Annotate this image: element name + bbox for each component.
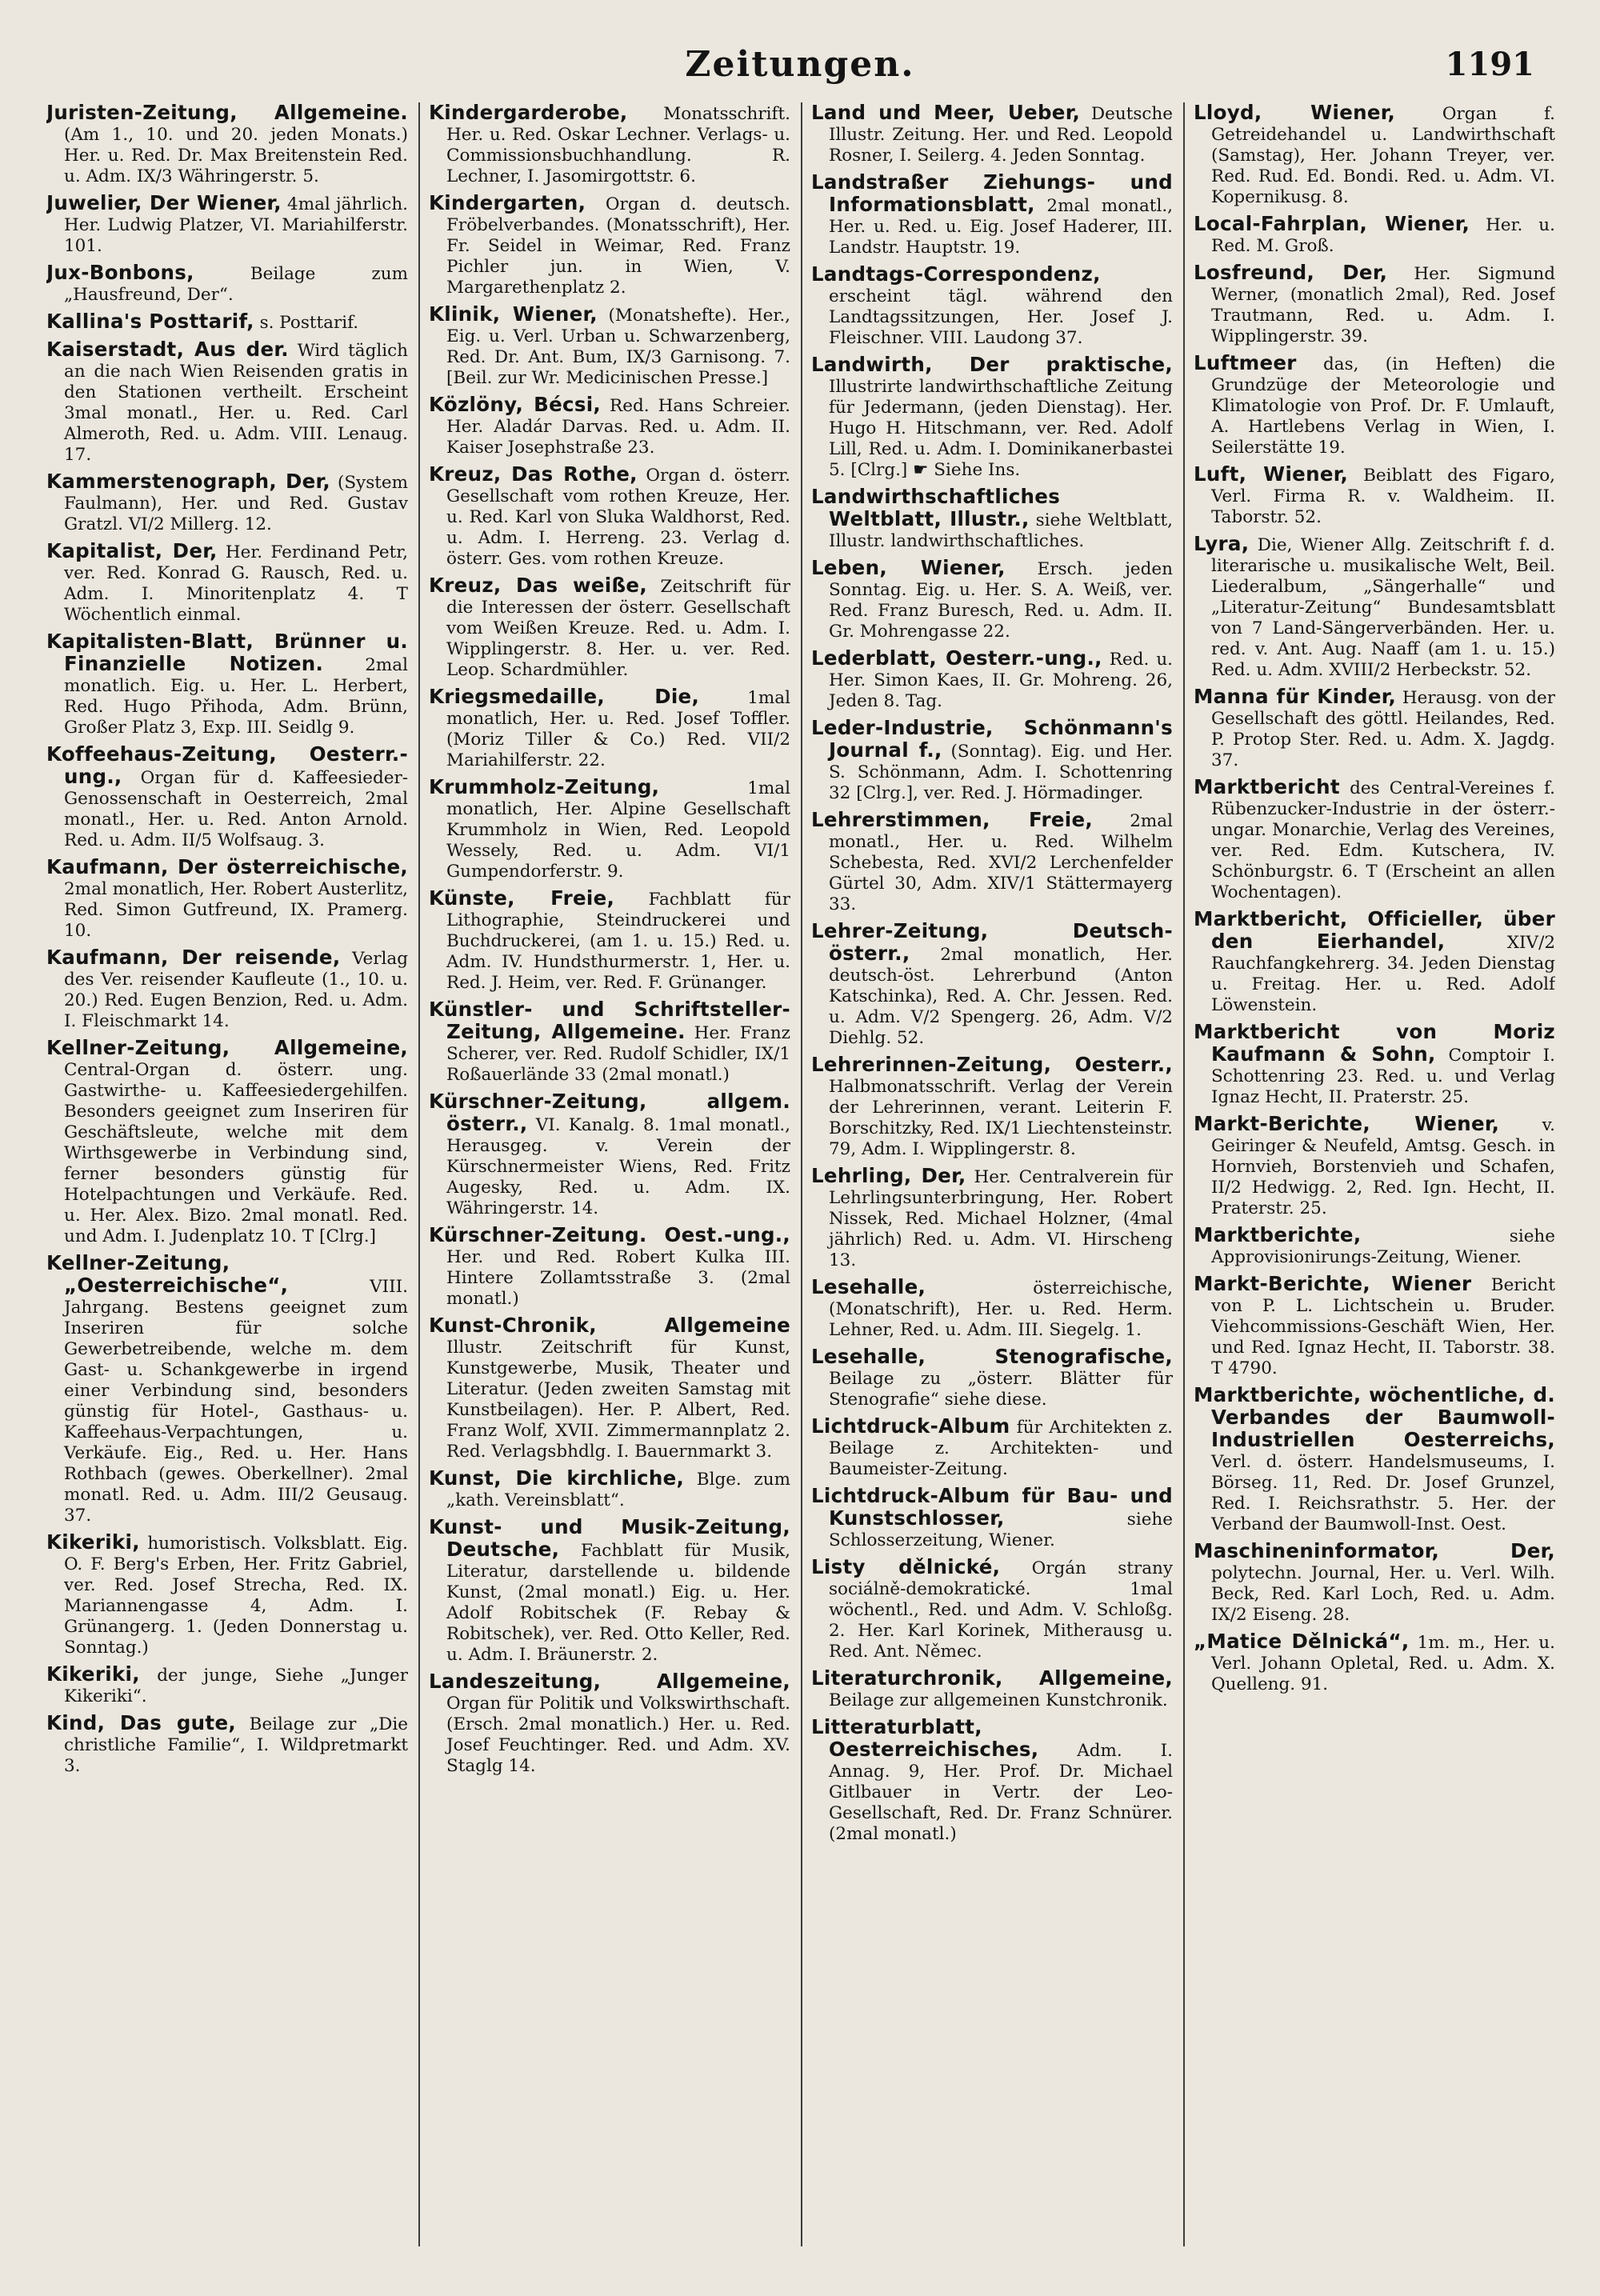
entry-title: Landwirth, Der praktische,	[811, 353, 1173, 376]
entry-title: Landstraßer Ziehungs- und Informationsblatt,	[811, 170, 1173, 216]
entry-title: Kind, Das gute,	[46, 1711, 236, 1734]
directory-entry	[811, 1277, 1173, 1341]
directory-entry	[429, 304, 790, 389]
directory-entry	[811, 648, 1173, 712]
entry-title: Lloyd, Wiener,	[1194, 102, 1396, 124]
entry-title: Marktberichte, wöchentliche, d. Verbandes der Baumwoll-Industriellen Oesterreichs,	[1194, 1383, 1555, 1451]
column-3	[811, 102, 1173, 2270]
directory-entry	[429, 464, 790, 570]
entry-text: Her. Franz Scherer, ver. Red. Rudolf Schidler, IX/1 Roßauerlände 33 (2mal monatl.)	[446, 1023, 790, 1085]
column-divider	[1183, 102, 1185, 2246]
entry-title: Marktbericht, Officieller, über den Eierhandel,	[1194, 907, 1555, 953]
directory-entry	[46, 1664, 408, 1707]
entry-text: der junge, Siehe „Junger Kikeriki“.	[64, 1666, 408, 1706]
entry-text: polytechn. Journal, Her. u. Verl. Wilh. Beck, Red. Karl Loch, Red. u. Adm. IX/2 Eiseng. 28.	[1211, 1563, 1555, 1625]
entry-title: Landeszeitung, Allgemeine,	[429, 1670, 790, 1693]
entry-title: Lyra,	[1194, 532, 1250, 555]
entry-title: Kindergarten,	[429, 191, 586, 214]
entry-text: Organ d. österr. Gesellschaft vom rothen Kreuze, Her. u. Red. Karl von Sluka Waldhorst, Red. u. Adm. I. Herreng. 23. Verlag d. österr. Ges. vom rothen Kreuze.	[446, 466, 790, 569]
entry-text: Orgán strany sociálně-demokratické. 1mal wöchentl., Red. und Adm. V. Schloßg. 2. Her. Karl Korinek, Mitherausg u. Red. Ant. Němec.	[829, 1558, 1173, 1662]
entry-title: Lehrerstimmen, Freie,	[811, 808, 1093, 831]
directory-entry	[429, 888, 790, 994]
entry-title: Kindergarderobe,	[429, 102, 628, 124]
directory-entry	[429, 102, 790, 187]
entry-text: für Architekten z. Beilage z. Architekten- und Baumeister-Zeitung.	[829, 1418, 1173, 1479]
entry-text: Verlag des Ver. reisender Kaufleute (1., 10. u. 20.) Red. Eugen Benzion, Red. u. Adm. I. Fleischmarkt 14.	[64, 949, 408, 1031]
entry-text: Her. Sigmund Werner, (monatlich 2mal), Red. Josef Trautmann, Red. u. Adm. I. Wipplingerstr. 39.	[1211, 264, 1555, 346]
entry-title: Maschineninformator, Der,	[1194, 1539, 1555, 1562]
entry-title: Lehrling, Der,	[811, 1164, 966, 1187]
directory-entry	[46, 1253, 408, 1526]
directory-entry	[1194, 777, 1555, 903]
entry-title: Kaufmann, Der österreichische,	[46, 855, 408, 878]
entry-text: VIII. Jahrgang. Bestens geeignet zum Inseriren für solche Gewerbetreibende, welche m. dem Gast- u. Schankgewerbe in irgend einer Verbindung sind, besonders günstig für Hotel-, Gasthaus- u. Kaffeehaus-Verpachtungen, u. Verkäufe. Eig., Red. u. Her. Hans Rothbach (gewes. Oberkellner). 2mal monatl. Red. u. Adm. III/2 Geusaug. 37.	[64, 1277, 408, 1526]
entry-text: Comptoir I. Schottenring 23. Red. u. und Verlag Ignaz Hecht, II. Praterstr. 25.	[1211, 1046, 1555, 1107]
entry-text: Herausg. von der Gesellschaft des göttl. Heilandes, Red. P. Protop Ster. Red. u. Adm. X. Jagdg. 37.	[1211, 688, 1555, 770]
page-number: 1191	[1445, 46, 1534, 83]
entry-title: Manna für Kinder,	[1194, 685, 1397, 708]
entry-text: Her. Centralverein für Lehrlingsunterbringung, Her. Robert Nissek, Red. Michael Holzner, (4mal jährlich) Red. u. Adm. VI. Hirscheng 13.	[829, 1167, 1173, 1270]
entry-text: Zeitschrift für die Interessen der österr. Gesellschaft vom Weißen Kreuze. Red. u. Adm. I. Wipplingerstr. 8. Her. u. ver. Red. Leop. Schardmühler.	[446, 577, 790, 680]
directory-entry	[46, 631, 408, 738]
entry-text: Illustrirte landwirthschaftliche Zeitung für Jedermann, (jeden Dienstag). Her. Hugo H. Hitschmann, ver. Red. Adolf Lill, Red. u. Adm. I. Dominikanerbastei 5. [Clrg.] ☛ Siehe Ins.	[829, 377, 1173, 480]
entry-title: Kreuz, Das weiße,	[429, 574, 647, 597]
entry-title: Marktbericht von Moriz Kaufmann & Sohn,	[1194, 1020, 1555, 1066]
directory-entry	[811, 1346, 1173, 1410]
directory-entry	[429, 575, 790, 681]
entry-title: Künste, Freie,	[429, 886, 615, 910]
entry-text: Organ f. Getreidehandel u. Landwirthschaft (Samstag), Her. Johann Treyer, ver. Red. Rud. Ed. Bondi. Red. u. Adm. VI. Kopernikusg. 8.	[1211, 104, 1555, 207]
column-divider	[801, 102, 802, 2246]
entry-title: Lesehalle,	[811, 1275, 926, 1298]
entry-title: Kallina's Posttarif,	[46, 310, 254, 333]
entry-text: VI. Kanalg. 8. 1mal monatl., Herausgeg. v. Verein der Kürschnermeister Wiens, Red. Fritz Augesky, Red. u. Adm. IX. Währingerstr. 14.	[446, 1115, 790, 1218]
entry-title: Local-Fahrplan, Wiener,	[1194, 212, 1470, 235]
column-1	[46, 102, 408, 2270]
entry-title: Kikeriki,	[46, 1530, 140, 1554]
entry-title: Kürschner-Zeitung, allgem. österr.,	[429, 1090, 790, 1135]
entry-title: Kellner-Zeitung, Allgemeine,	[46, 1036, 408, 1059]
entry-text: Fachblatt für Lithographie, Steindruckerei und Buchdruckerei, (am 1. u. 15.) Red. u. Adm. IV. Hundsthurmerstr. 1, Her. u. Red. J. Heim, ver. Red. F. Grünanger.	[446, 890, 790, 993]
entry-title: Markt-Berichte, Wiener	[1194, 1272, 1472, 1295]
directory-entry	[46, 857, 408, 942]
entry-title: Leben, Wiener,	[811, 556, 1006, 579]
directory-entry	[811, 1486, 1173, 1551]
entry-text: Her. u. Red. M. Groß.	[1211, 215, 1555, 256]
entry-title: Kammerstenograph, Der,	[46, 470, 330, 493]
directory-entry	[1194, 1541, 1555, 1626]
entry-text: Beilage zum „Hausfreund, Der“.	[64, 264, 408, 305]
running-head	[0, 44, 1600, 108]
directory-entry	[46, 193, 408, 257]
directory-entry	[1194, 1114, 1555, 1219]
entry-title: Kellner-Zeitung, „Oesterreichische“,	[46, 1251, 289, 1297]
entry-title: Lichtdruck-Album für Bau- und Kunstschlosser,	[811, 1484, 1173, 1530]
entry-title: Kaiserstadt, Aus der.	[46, 338, 289, 361]
entry-title: Kikeriki,	[46, 1662, 140, 1686]
directory-entry	[1194, 1274, 1555, 1379]
directory-entry	[811, 1054, 1173, 1160]
entry-text: XIV/2 Rauchfangkehrerg. 34. Jeden Dienstag u. Freitag. Her. u. Red. Adolf Löwenstein.	[1211, 933, 1555, 1015]
entry-title: Landwirthschaftliches Weltblatt, Illustr.,	[811, 485, 1061, 530]
entry-text: Red. u. Her. Simon Kaes, II. Gr. Mohreng. 26, Jeden 8. Tag.	[829, 650, 1173, 711]
entry-text: 2mal monatlich, Her. deutsch-öst. Lehrerbund (Anton Katschinka), Red. A. Chr. Jessen. Red. u. Adm. V/2 Spengerg. 26, Adm. V/2 Diehlg. 52.	[829, 945, 1173, 1048]
directory-entry	[46, 1532, 408, 1658]
entry-text: Her. und Red. Robert Kulka III. Hintere Zollamtsstraße 3. (2mal monatl.)	[446, 1247, 790, 1309]
entry-title: Kreuz, Das Rothe,	[429, 462, 638, 486]
entry-text: Fachblatt für Musik, Literatur, darstellende u. bildende Kunst, (2mal monatl.) Eig. u. Her. Adolf Robitschek (F. Rebay & Robitschek), ver. Red. Otto Keller, Red. u. Adm. I. Bräunerstr. 2.	[446, 1541, 790, 1665]
entry-title: Literaturchronik, Allgemeine,	[811, 1666, 1173, 1690]
directory-entry	[811, 1668, 1173, 1711]
directory-entry	[811, 102, 1173, 166]
directory-entry	[811, 1717, 1173, 1845]
directory-entry	[46, 1038, 408, 1247]
entry-title: Litteraturblatt, Oesterreichisches,	[811, 1715, 1039, 1761]
entry-text: Beilage zur „Die christliche Familie“, I. Wildpretmarkt 3.	[64, 1714, 408, 1776]
entry-text: (Monatshefte). Her., Eig. u. Verl. Urban u. Schwarzenberg, Red. Dr. Ant. Bum, IX/3 Garnisong. 7. [Beil. zur Wr. Medicinischen Presse.]	[446, 306, 790, 388]
entry-title: Künstler- und Schriftsteller-Zeitung, Allgemeine.	[429, 998, 790, 1043]
directory-entry	[46, 541, 408, 626]
entry-title: Közlöny, Bécsi,	[429, 393, 602, 416]
directory-entry	[1194, 1385, 1555, 1535]
entry-text: 1mal monatlich, Her. Alpine Gesellschaft Krummholz in Wien, Red. Leopold Wessely, Red. u. Adm. VI/1 Gumpendorferstr. 9.	[446, 778, 790, 882]
entry-title: „Matice Dělnická“,	[1194, 1630, 1410, 1653]
entry-text: 1m. m., Her. u. Verl. Johann Opletal, Red. u. Adm. X. Quelleng. 91.	[1211, 1633, 1555, 1694]
column-4	[1194, 102, 1555, 2270]
entry-text: siehe Weltblatt, Illustr. landwirthschaftliches.	[829, 510, 1173, 551]
directory-entry	[1194, 464, 1555, 528]
entry-text: humoristisch. Volksblatt. Eig. O. F. Berg's Erben, Her. Fritz Gabriel, ver. Red. Josef Strecha, Red. IX. Mariannengasse 4, Adm. I. Grünangerg. 1. (Jeden Donnerstag u. Sonntag.)	[64, 1534, 408, 1658]
directory-entry	[1194, 353, 1555, 458]
entry-title: Listy dělnické,	[811, 1555, 1001, 1578]
entry-title: Lichtdruck-Album	[811, 1414, 1010, 1438]
entry-text: 4mal jährlich. Her. Ludwig Platzer, VI. Mariahilferstr. 101.	[64, 194, 408, 256]
directory-entry	[811, 1416, 1173, 1480]
directory-entry	[429, 999, 790, 1086]
directory-entry	[811, 810, 1173, 915]
entry-title: Luftmeer	[1194, 351, 1297, 374]
entry-text: Beilage zur allgemeinen Kunstchronik.	[829, 1690, 1168, 1710]
entry-title: Lehrer-Zeitung, Deutsch-österr.,	[811, 919, 1173, 965]
column-2	[429, 102, 790, 2270]
entry-text: Organ für Politik und Volkswirthschaft. (Ersch. 2mal monatlich.) Her. u. Red. Josef Feuchtinger. Red. und Adm. XV. Staglg 14.	[446, 1694, 790, 1776]
directory-entry	[811, 264, 1173, 349]
entry-text: 1mal monatlich, Her. u. Red. Josef Toffler. (Moriz Tiller & Co.) Red. VII/2 Mariahilferstr. 22.	[446, 688, 790, 770]
entry-text: siehe Schlosserzeitung, Wiener.	[829, 1510, 1173, 1550]
directory-entry	[1194, 1631, 1555, 1695]
directory-entry	[46, 947, 408, 1032]
directory-entry	[46, 102, 408, 187]
columns	[46, 102, 1555, 2270]
entry-text: Her. Ferdinand Petr, ver. Red. Konrad G. Rausch, Red. u. Adm. I. Minoritenplatz 4. T Wöchentlich einmal.	[64, 542, 408, 625]
entry-title: Koffeehaus-Zeitung, Oesterr.-ung.,	[46, 742, 408, 788]
entry-text: Verl. d. österr. Handelsmuseums, I. Börseg. 11, Red. Dr. Josef Grunzel, Red. I. Reichsrathstr. 5. Her. der Verband der Baumwoll-Inst. Oest.	[1211, 1452, 1555, 1534]
directory-entry	[429, 777, 790, 882]
directory-entry	[1194, 102, 1555, 208]
directory-entry	[46, 744, 408, 851]
entry-title: Land und Meer, Ueber,	[811, 102, 1081, 124]
entry-title: Marktbericht	[1194, 775, 1340, 798]
entry-title: Kaufmann, Der reisende,	[46, 946, 341, 969]
page-title: Zeitungen.	[685, 44, 915, 85]
entry-text: Monatsschrift. Her. u. Red. Oskar Lechner. Verlags- u. Commissionsbuchhandlung. R. Lechner, I. Jasomirgottstr. 6.	[446, 104, 790, 186]
entry-text: Die, Wiener Allg. Zeitschrift f. d. literarische u. musikalische Welt, Beil. Liederalbum, „Sängerhalle“ und „Literatur-Zeitung“ Bundesamtsblatt von 7 Land-Sängerverbänden. Her. u. red. v. Ant. Aug. Naaff (am 1. u. 15.) Red. u. Adm. XVIII/2 Herbeckstr. 52.	[1211, 535, 1555, 680]
entry-text: österreichische, (Monatschrift), Her. u. Red. Herm. Lehner, Red. u. Adm. III. Siegelg. 1.	[829, 1278, 1173, 1340]
entry-text: 2mal monatlich, Her. Robert Austerlitz, Red. Simon Gutfreund, IX. Pramerg. 10.	[64, 879, 408, 941]
directory-entry	[429, 1225, 790, 1310]
directory-entry	[429, 394, 790, 458]
entry-text: (System Faulmann), Her. und Red. Gustav Gratzl. VI/2 Millerg. 12.	[64, 473, 408, 534]
directory-entry	[1194, 534, 1555, 681]
entry-text: Adm. I. Annag. 9, Her. Prof. Dr. Michael Gitlbauer in Vertr. der Leo-Gesellschaft, Red. Dr. Franz Schnürer. (2mal monatl.)	[829, 1741, 1173, 1844]
entry-text: s. Posttarif.	[259, 313, 359, 333]
entry-title: Kunst- und Musik-Zeitung, Deutsche,	[429, 1515, 790, 1561]
entry-text: Bericht von P. L. Lichtschein u. Bruder. Viehcommissions-Geschäft Wien, Her. und Red. Ignaz Hecht, II. Taborstr. 38. T 4790.	[1211, 1275, 1555, 1378]
entry-title: Lederblatt, Oesterr.-ung.,	[811, 646, 1102, 670]
entry-title: Markt-Berichte, Wiener,	[1194, 1112, 1500, 1135]
directory-entry	[46, 311, 408, 334]
entry-title: Krummholz-Zeitung,	[429, 775, 660, 798]
directory-entry	[46, 262, 408, 306]
entry-title: Marktberichte,	[1194, 1223, 1362, 1246]
entry-text: Halbmonatsschrift. Verlag der Verein der Lehrerinnen, verant. Leiterin F. Borschitzky, Red. IX/1 Liechtensteinstr. 79, Adm. I. Wipplingerstr. 8.	[829, 1077, 1173, 1159]
entry-text: Deutsche Illustr. Zeitung. Her. und Red. Leopold Rosner, I. Seilerg. 4. Jeden Sonntag.	[829, 104, 1173, 166]
entry-title: Lehrerinnen-Zeitung, Oesterr.,	[811, 1053, 1173, 1076]
entry-text: Red. Hans Schreier. Her. Aladár Darvas. Red. u. Adm. II. Kaiser Josephstraße 23.	[446, 396, 790, 458]
entry-title: Kunst, Die kirchliche,	[429, 1466, 685, 1490]
entry-title: Kunst-Chronik, Allgemeine	[429, 1314, 790, 1337]
entry-text: Illustr. Zeitschrift für Kunst, Kunstgewerbe, Musik, Theater und Literatur. (Jeden zweiten Samstag mit Kunstbeilagen). Her. P. Albert, Red. Franz Wolf, XVII. Zimmermannplatz 2. Red. Verlagsbhdlg. I. Bauernmarkt 3.	[446, 1338, 790, 1462]
entry-title: Juwelier, Der Wiener,	[46, 191, 282, 214]
entry-text: Central-Organ d. österr. ung. Gastwirthe- u. Kaffeesiedergehilfen. Besonders geeignet zum Inseriren für Geschäftsleute, welche mit dem Wirthsgewerbe in Verbindung sind, ferner besonders günstig für Hotelpachtungen und Verkäufe. Red. u. Her. Alex. Bizo. 2mal monatl. Red. und Adm. I. Judenplatz 10. T [Clrg.]	[64, 1060, 408, 1246]
entry-text: 2mal monatlich. Eig. u. Her. L. Herbert, Red. Hugo Přihoda, Adm. Brünn, Großer Platz 3, Exp. III. Seidlg 9.	[64, 655, 408, 738]
directory-entry	[429, 1315, 790, 1462]
directory-entry	[46, 471, 408, 535]
directory-entry	[1194, 1225, 1555, 1268]
entry-title: Leder-Industrie, Schönmann's Journal f.,	[811, 716, 1173, 762]
entry-title: Klinik, Wiener,	[429, 302, 598, 326]
entry-title: Jux-Bonbons,	[46, 261, 194, 284]
directory-entry	[429, 1517, 790, 1666]
entry-title: Kapitalisten-Blatt, Brünner u. Finanzielle Notizen.	[46, 630, 408, 675]
entry-title: Juristen-Zeitung, Allgemeine.	[46, 102, 408, 124]
directory-entry	[46, 339, 408, 466]
entry-text: Wird täglich an die nach Wien Reisenden gratis in den Stationen vertheilt. Erscheint 3mal monatl., Her. u. Red. Carl Almeroth, Red. u. Adm. VIII. Lenaug. 17.	[64, 341, 408, 465]
directory-entry	[1194, 262, 1555, 347]
directory-entry	[429, 686, 790, 771]
directory-entry	[811, 1557, 1173, 1662]
entry-title: Kriegsmedaille, Die,	[429, 685, 700, 708]
entry-title: Luft, Wiener,	[1194, 462, 1349, 486]
entry-text: Beiblatt des Figaro, Verl. Firma R. v. Waldheim. II. Taborstr. 52.	[1211, 466, 1555, 527]
directory-entry	[1194, 214, 1555, 257]
entry-text: Blge. zum „kath. Vereinsblatt“.	[446, 1470, 790, 1510]
directory-entry	[811, 1166, 1173, 1271]
directory-entry	[811, 718, 1173, 804]
directory-entry	[811, 921, 1173, 1049]
directory-entry	[811, 354, 1173, 481]
entry-text: (Sonntag). Eig. und Her. S. Schönmann, Adm. I. Schottenring 32 [Clrg.], ver. Red. J. Hörmadinger.	[829, 742, 1173, 803]
entry-text: des Central-Vereines f. Rübenzucker-Industrie in der österr.-ungar. Monarchie, Verlag des Vereines, ver. Red. Edm. Kutschera, IV. Schönburgstr. 6. T (Erscheint an allen Wochentagen).	[1211, 778, 1555, 902]
directory-entry	[1194, 686, 1555, 771]
entry-text: 2mal monatl., Her. u. Red. u. Eig. Josef Haderer, III. Landstr. Hauptstr. 19.	[829, 196, 1173, 258]
directory-entry	[46, 1713, 408, 1777]
entry-text: das, (in Heften) die Grundzüge der Meteorologie und Klimatologie von Prof. Dr. F. Umlauft, A. Hartlebens Verlag in Wien, I. Seilerstätte 19.	[1211, 354, 1555, 458]
entry-text: Organ d. deutsch. Fröbelverbandes. (Monatsschrift), Her. Fr. Seidel in Weimar, Red. Franz Pichler jun. in Wien, V. Margarethenplatz 2.	[446, 194, 790, 298]
directory-entry	[429, 1671, 790, 1777]
directory-entry	[811, 172, 1173, 258]
entry-text: siehe Approvisionirungs-Zeitung, Wiener.	[1211, 1226, 1555, 1267]
entry-text: Beilage zu „österr. Blätter für Stenografie“ siehe diese.	[829, 1369, 1173, 1410]
entry-title: Landtags-Correspondenz,	[811, 262, 1101, 286]
directory-entry	[429, 193, 790, 298]
entry-text: erscheint tägl. während den Landtagssitzungen, Her. Josef J. Fleischner. VIII. Laudong 37.	[829, 286, 1173, 348]
entry-title: Kapitalist, Der,	[46, 539, 218, 562]
entry-title: Lesehalle, Stenografische,	[811, 1345, 1173, 1368]
entry-text: Organ für d. Kaffeesieder-Genossenschaft in Oesterreich, 2mal monatl., Her. u. Red. Anton Arnold. Red. u. Adm. II/5 Wolfsaug. 3.	[64, 768, 408, 850]
entry-text: v. Geiringer & Neufeld, Amtsg. Gesch. in Hornvieh, Borstenvieh und Schafen, II/2 Hedwigg. 2, Red. Ign. Hecht, II. Praterstr. 25.	[1211, 1115, 1555, 1218]
entry-text: Ersch. jeden Sonntag. Eig. u. Her. S. A. Weiß, ver. Red. Franz Buresch, Red. u. Adm. II. Gr. Mohrengasse 22.	[829, 559, 1173, 642]
entry-text: (Am 1., 10. und 20. jeden Monats.) Her. u. Red. Dr. Max Breitenstein Red. u. Adm. IX/3 Währingerstr. 5.	[64, 125, 408, 186]
directory-entry	[1194, 909, 1555, 1016]
directory-entry	[429, 1468, 790, 1511]
directory-entry	[811, 558, 1173, 642]
directory-entry	[429, 1091, 790, 1219]
entry-text: 2mal monatl., Her. u. Red. Wilhelm Schebesta, Red. XVI/2 Lerchenfelder Gürtel 30, Adm. XIV/1 Stättermayerg 33.	[829, 811, 1173, 914]
column-divider	[418, 102, 420, 2246]
directory-entry	[811, 486, 1173, 552]
entry-title: Losfreund, Der,	[1194, 261, 1388, 284]
entry-title: Kürschner-Zeitung. Oest.-ung.,	[429, 1223, 790, 1246]
directory-entry	[1194, 1022, 1555, 1108]
